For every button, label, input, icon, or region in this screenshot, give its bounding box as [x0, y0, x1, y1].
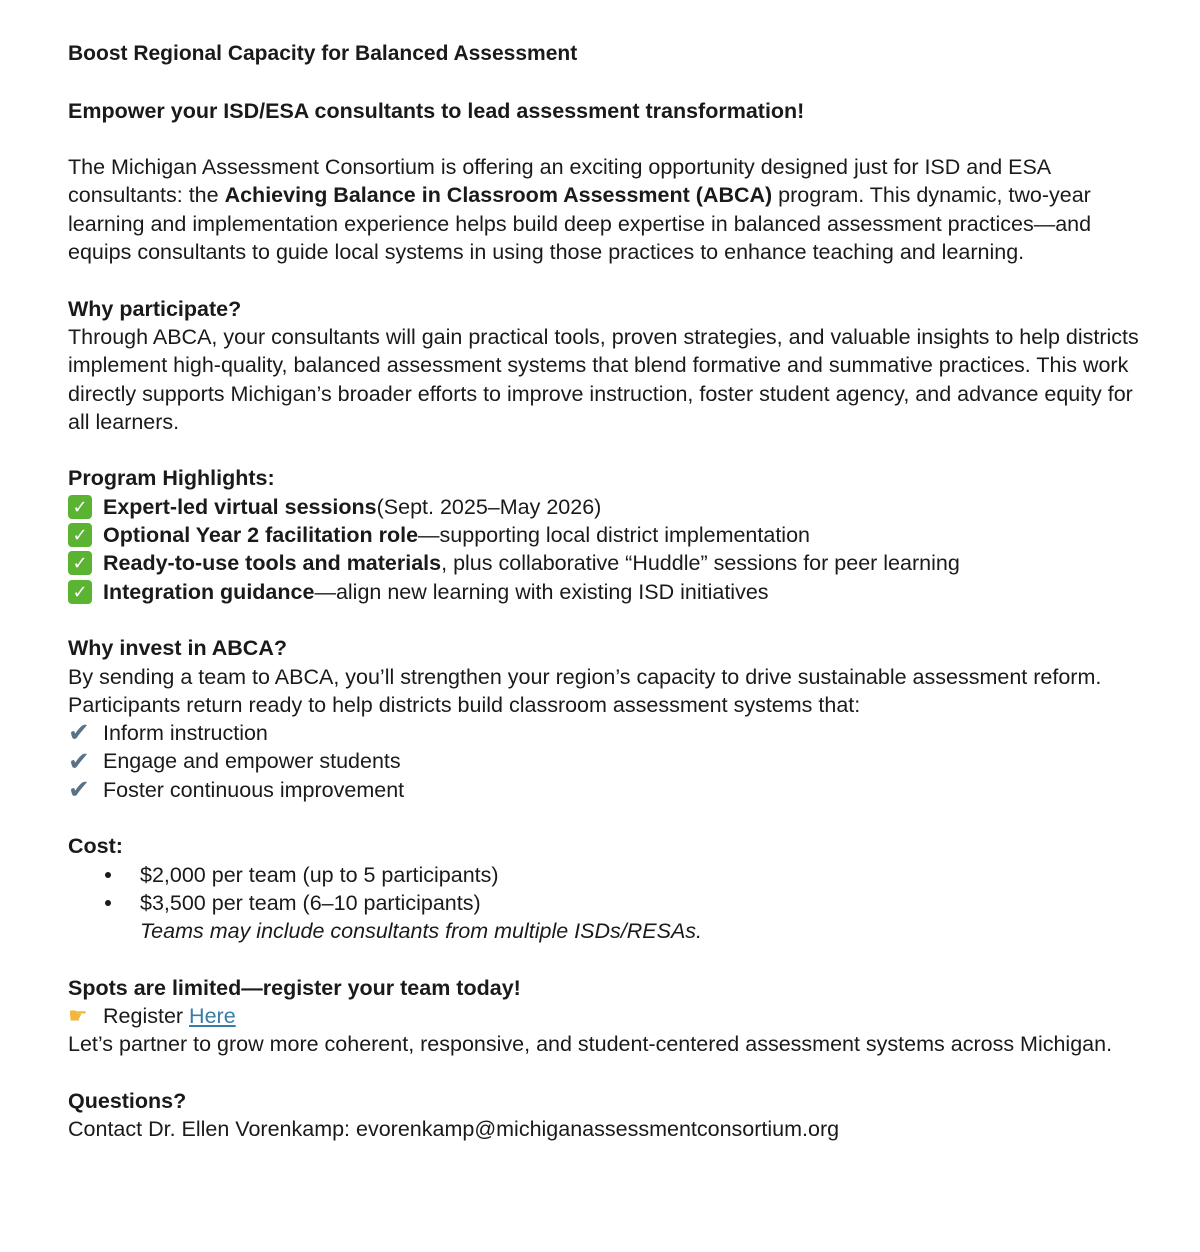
why-participate-heading: Why participate?	[68, 296, 242, 321]
pointing-right-icon: ☛	[68, 1003, 88, 1029]
white-check-mark-icon: ✓	[68, 580, 92, 604]
highlight-item	[68, 493, 1148, 521]
white-check-mark-icon: ✓	[68, 523, 92, 547]
highlight-item	[68, 549, 1148, 577]
highlight-bold: Optional Year 2 facilitation role	[103, 523, 419, 548]
register-label: Register	[103, 1004, 184, 1029]
intro-text-1: The Michigan Assessment Consortium is offering an exciting opportunity designed just for ISD and ESA consultants: the	[68, 155, 1050, 208]
why-invest-body: By sending a team to ABCA, you’ll strengthen your region’s capacity to drive sustainable assessment reform. Participants return ready to help districts build classroom assessment systems that:	[68, 664, 1102, 717]
highlights-heading: Program Highlights:	[68, 466, 275, 491]
why-invest-heading: Why invest in ABCA?	[68, 636, 287, 661]
highlights-list	[68, 493, 1148, 606]
highlight-bold: Integration guidance	[103, 579, 315, 604]
intro-paragraph	[68, 153, 1148, 266]
cost-item-label: $2,000 per team (up to 5 participants)	[140, 862, 499, 887]
program-name: Achieving Balance in Classroom Assessment (ABCA)	[224, 183, 773, 208]
cost-heading: Cost:	[68, 834, 123, 859]
register-heading: Spots are limited—register your team today!	[68, 975, 521, 1000]
cost-item	[140, 861, 1148, 889]
cost-item	[140, 889, 1148, 917]
invest-item	[68, 747, 1148, 775]
highlight-item	[68, 578, 1148, 606]
highlight-rest: —supporting local district implementation	[418, 523, 810, 548]
highlight-rest: , plus collaborative “Huddle” sessions for peer learning	[441, 551, 960, 576]
closing-text: Let’s partner to grow more coherent, responsive, and student-centered assessment systems across Michigan.	[68, 1032, 1113, 1057]
highlight-bold: Expert-led virtual sessions	[103, 494, 377, 519]
register-link[interactable]: Here	[189, 1004, 236, 1029]
bullet-icon	[105, 872, 111, 878]
register-row	[68, 1002, 1148, 1030]
invest-item-label: Foster continuous improvement	[103, 777, 405, 802]
heavy-check-icon: ✔	[68, 717, 90, 748]
white-check-mark-icon: ✓	[68, 495, 92, 519]
cost-item-label: $3,500 per team (6–10 participants)	[140, 890, 481, 915]
invest-item	[68, 773, 1148, 804]
invest-item	[68, 719, 1148, 747]
highlight-rest: (Sept. 2025–May 2026)	[376, 494, 602, 519]
subtitle: Empower your ISD/ESA consultants to lead assessment transformation!	[68, 98, 805, 123]
bullet-icon	[105, 900, 111, 906]
highlight-bold: Ready-to-use tools and materials	[103, 551, 442, 576]
white-check-mark-icon: ✓	[68, 551, 92, 575]
invest-list	[68, 719, 1148, 804]
contact-line: Contact Dr. Ellen Vorenkamp: evorenkamp@michiganassessmentconsortium.org	[68, 1117, 840, 1142]
questions-heading: Questions?	[68, 1088, 187, 1113]
intro-text-2: program. This dynamic, two-year learning and implementation experience helps build deep expertise in balanced assessment practices—and equips consultants to guide local systems in using those practices to enhance teaching and learning.	[68, 183, 1092, 265]
cost-note: Teams may include consultants from multiple ISDs/RESAs.	[140, 919, 703, 944]
document-title: Boost Regional Capacity for Balanced Assessment	[68, 42, 578, 65]
highlight-rest: —align new learning with existing ISD initiatives	[314, 579, 769, 604]
highlight-item	[68, 521, 1148, 549]
document	[68, 40, 1148, 1144]
why-participate-body: Through ABCA, your consultants will gain practical tools, proven strategies, and valuable insights to help districts implement high-quality, balanced assessment systems that blend formative and summative practices. This work directly supports Michigan’s broader efforts to improve instruction, foster student agency, and advance equity for all learners.	[68, 324, 1139, 434]
heavy-check-icon: ✔	[68, 745, 90, 776]
invest-item-label: Engage and empower students	[103, 749, 401, 774]
invest-item-label: Inform instruction	[103, 721, 268, 746]
cost-list	[68, 861, 1148, 946]
heavy-check-icon: ✔	[68, 773, 90, 804]
